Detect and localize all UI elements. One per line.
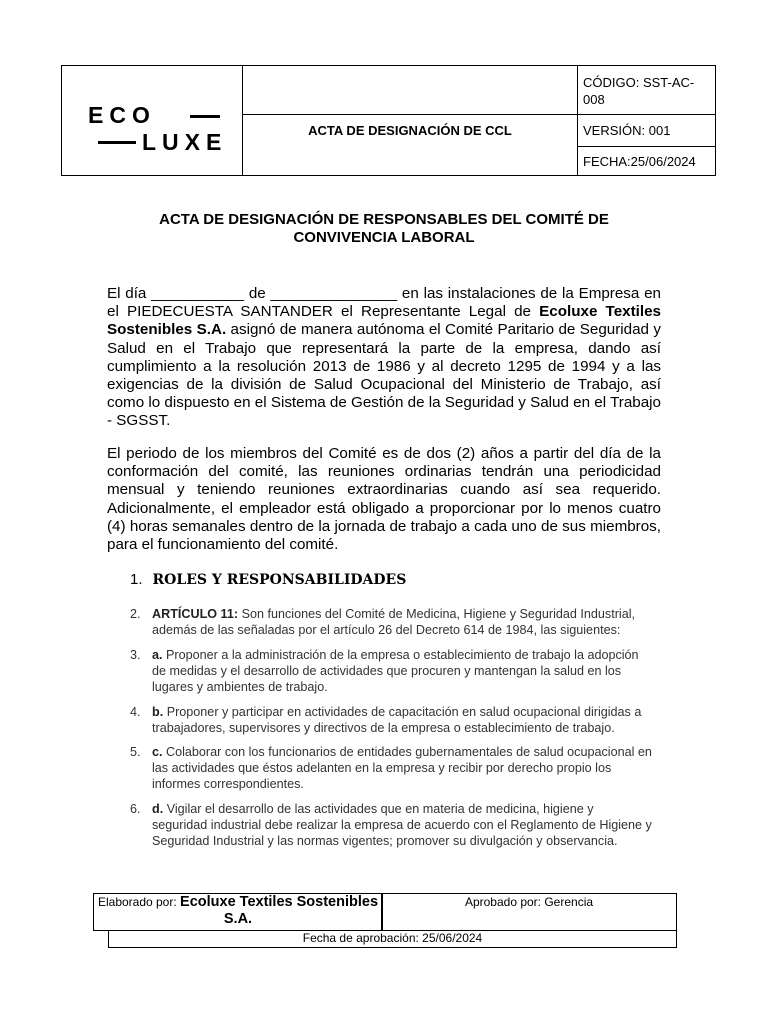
doc-name: ACTA DE DESIGNACIÓN DE CCL: [308, 123, 512, 138]
document-title: [100, 211, 668, 247]
list-item-number: 3.: [130, 648, 141, 662]
list-item-number: 5.: [130, 745, 141, 759]
version-cell: [578, 115, 716, 147]
list-item-text: Vigilar el desarrollo de las actividades que en materia de medicina, higiene y seguridad industrial debe realizar la empresa de acuerdo con el Reglamento de Higiene y Seguridad Industrial y las normas vigentes; promover su divulgación y observancia.: [152, 802, 652, 848]
header-table: [61, 65, 716, 176]
ecoluxe-logo: [62, 66, 242, 175]
list-item-lead: d.: [152, 802, 164, 816]
list-item-text: Son funciones del Comité de Medicina, Higiene y Seguridad Industrial, además de las señaladas por el artículo 26 del Decreto 614 de 1984, las siguientes:: [152, 607, 636, 637]
logo-bar-top: [190, 115, 220, 118]
elaborado-cell: [93, 893, 383, 931]
codigo-cell: [578, 66, 716, 115]
paragraph-1-pre: El día ___________ de _______________ en las instalaciones de la Empresa en el PIEDECUESTA SANTANDER el Representante Legal de: [107, 285, 661, 321]
doc-name-cell: [243, 115, 578, 176]
title-line-2: CONVIVENCIA LABORAL: [293, 229, 475, 246]
list-item-text: Proponer y participar en actividades de capacitación en salud ocupacional dirigidas a trabajadores, supervisores y directivos de la empresa o establecimiento de trabajo.: [152, 705, 642, 735]
paragraph-2: El periodo de los miembros del Comité es de dos (2) años a partir del día de la conformación del comité, las reuniones ordinarias tendrán una periodicidad mensual y teniendo reuniones extraordinarias cuando así sea requerido. Adicionalmente, el empleador está obligado a proporcionar por lo menos cuatro (4) horas semanales dentro de la jornada de trabajo a cada uno de sus miembros, para el funcionamiento del comité.: [107, 445, 661, 554]
codigo-text: CÓDIGO: SST-AC-008: [583, 75, 695, 107]
header-empty-cell: [243, 66, 578, 115]
section-heading: [130, 571, 406, 588]
list-item-number: 6.: [130, 802, 141, 816]
logo-text-luxe: LUXE: [142, 129, 228, 155]
aprobado-text: Aprobado por: Gerencia: [464, 895, 594, 909]
fecha-text: FECHA:25/06/2024: [583, 153, 696, 169]
elaborado-label: Elaborado por:: [97, 895, 181, 909]
fecha-aprobacion-text: Fecha de aprobación: 25/06/2024: [302, 931, 483, 945]
list-item-lead: ARTÍCULO 11:: [152, 607, 239, 621]
section-title: ROLES Y RESPONSABILIDADES: [152, 572, 407, 588]
list-item-text: Proponer a la administración de la empresa o establecimiento de trabajo la adopción de medidas y el desarrollo de actividades que procuren y mantengan la salud en los lugares y ambientes de trabajo.: [152, 648, 639, 694]
title-line-1: ACTA DE DESIGNACIÓN DE RESPONSABLES DEL COMITÉ DE: [159, 211, 609, 228]
list-item-lead: a.: [152, 648, 163, 662]
list-item-number: 2.: [130, 607, 141, 621]
section-number: 1.: [130, 571, 143, 588]
list-item-number: 4.: [130, 705, 141, 719]
logo-bar-bottom: [98, 141, 136, 144]
paragraph-1-post: asignó de manera autónoma el Comité Paritario de Seguridad y Salud en el Trabajo que representará la parte de la empresa, dando así cumplimiento a la resolución 2013 de 1986 y al decreto 1295 de 1994 y a las exigencias de la división de Salud Ocupacional del Ministerio de Trabajo, así como lo dispuesto en el Sistema de Gestión de la Seguridad y Salud en el Trabajo - SGSST.: [107, 321, 661, 430]
paragraph-1: [107, 285, 661, 431]
list-item-text: Colaborar con los funcionarios de entidades gubernamentales de salud ocupacional en las actividades que éstos adelanten en la empresa y recibir por derecho propio los informes correspondientes.: [152, 745, 652, 791]
approval-footer: [93, 893, 677, 949]
fecha-cell: [578, 147, 716, 176]
aprobado-cell: [381, 893, 677, 931]
version-text: VERSIÓN: 001: [583, 123, 671, 138]
company-name: Ecoluxe Textiles Sostenibles S.A.: [107, 303, 661, 339]
list-item-lead: b.: [152, 705, 164, 719]
logo-cell: [62, 66, 243, 176]
elaborado-value: Ecoluxe Textiles Sostenibles S.A.: [180, 894, 379, 927]
logo-text-eco: ECO: [88, 102, 156, 128]
list-item-lead: c.: [152, 745, 163, 759]
fecha-aprobacion-cell: [108, 930, 677, 948]
